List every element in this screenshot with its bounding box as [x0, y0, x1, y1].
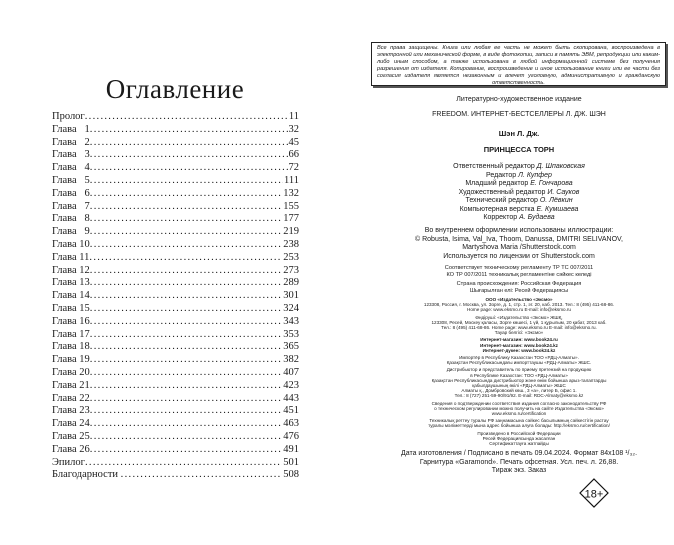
origin: [368, 281, 670, 295]
compliance-line: Соответствует техническому регламенту ТР ТС 007/2011: [444, 265, 594, 271]
fine-print-line: Сертификаттауға жатпайды: [489, 441, 549, 447]
staff-line: [368, 172, 670, 181]
toc-entry: [52, 111, 299, 124]
fine-print-line: 123308, Ресей, Мәскеу қаласы, Зорге көшесі, 1 үй, 1 құрылым, 20 қабат, 2013 каб.: [431, 319, 607, 325]
staff-name: А. Будаева: [519, 214, 555, 221]
staff-name: О. Лёвкин: [539, 197, 573, 204]
origin-line: Страна происхождения: Российская Федерация: [456, 281, 582, 287]
staff-role: Компьютерная верстка: [459, 205, 535, 213]
toc-leader-dots: [90, 124, 288, 137]
fine-print-line: Өндіруші: «Издательство «Эксмо» ЖШҚ,: [475, 314, 563, 320]
toc-leader-dots: [90, 137, 288, 150]
toc-leader-dots: [90, 303, 282, 316]
toc-entry: [52, 341, 299, 354]
toc-entry-page: 508: [283, 469, 299, 481]
fine-print-line: Дистрибьютор и представитель по приему претензий на продукцию: [446, 367, 592, 373]
toc-entry-label: Глава 21: [52, 379, 90, 391]
fine-print-line: 123308, Россия, г. Москва, ул. Зорге, д. 1, стр. 1, эт. 20, каб. 2013. Тел.: 8 (495) 411-68-86.: [423, 302, 615, 308]
toc-entry-page: 111: [284, 174, 299, 186]
fine-print-line: Home page: www.eksmo.ru E-mail: info@eksmo.ru: [467, 307, 571, 313]
toc-leader-dots: [90, 354, 282, 367]
toc-entry: [52, 277, 299, 290]
staff-name: Е. Кумшаева: [536, 205, 579, 213]
book-title: ПРИНЦЕССА ТОРН: [483, 145, 555, 154]
toc-leader-dots: [89, 252, 282, 265]
toc-entry: [52, 405, 299, 418]
toc-entry-page: 289: [283, 277, 299, 289]
staff-line: [368, 189, 670, 198]
toc-leader-dots: [90, 201, 282, 214]
toc-entry: [52, 149, 299, 162]
toc-leader-dots: [90, 265, 282, 278]
fine-print-line: Сведения о подтверждении соответствия издания согласно законодательству РФ: [431, 400, 607, 406]
toc-entry-label: Глава 23: [52, 405, 90, 417]
fine-print-line: Тауар белгісі: «Эксмо»: [494, 330, 544, 336]
toc-entry-page: 11: [288, 111, 299, 122]
staff-list: [368, 163, 670, 223]
toc-entry-page: 32: [288, 123, 299, 135]
toc-entry-page: 155: [283, 200, 299, 212]
age-rating-text: 18+: [584, 488, 604, 501]
toc-entry-label: Глава 26: [52, 443, 90, 455]
staff-role: Корректор: [483, 214, 518, 221]
toc-entry-label: Глава 22: [52, 392, 90, 404]
toc-entry: [52, 367, 299, 380]
fine-print-line: Қазақстан Республикасында дистрибьютор және өнім бойынша арыз-талаптарды: [431, 377, 607, 383]
toc-leader-dots: [90, 226, 282, 239]
fine-print-line: Интернет-магазин: www.book24.ru: [480, 337, 558, 343]
toc-leader-dots: [121, 469, 283, 482]
toc-leader-dots: [90, 431, 282, 444]
toc-entry-page: 463: [283, 418, 299, 430]
toc-leader-dots: [90, 341, 282, 354]
staff-name: Д. Шпаковская: [536, 163, 585, 170]
toc-leader-dots: [90, 149, 288, 162]
toc-entry: [52, 469, 299, 482]
toc-entry-page: 324: [283, 302, 299, 314]
toc-entry-page: 66: [288, 149, 299, 161]
toc-entry-label: Глава 25: [52, 430, 90, 442]
illustrations-line: Martyshova Maria /Shutterstock.com: [462, 244, 576, 251]
genre: Литературно-художественное издание: [456, 96, 582, 103]
fine-print-line: www.eksmo.ru/certification: [491, 411, 547, 417]
toc-leader-dots: [90, 239, 282, 252]
toc-leader-dots: [90, 188, 282, 201]
toc-entry: [52, 329, 299, 342]
toc-entry-label: Глава 1: [52, 123, 90, 135]
toc-entry-page: 273: [283, 264, 299, 276]
toc-entry-page: 501: [283, 456, 299, 468]
toc-entry-page: 177: [283, 213, 299, 225]
compliance: [368, 265, 670, 279]
toc-leader-dots: [90, 162, 288, 175]
toc-entry-label: Глава 18: [52, 341, 90, 353]
toc-entry-label: Глава 17: [52, 328, 90, 340]
staff-line: [368, 163, 670, 172]
table-of-contents: [52, 111, 299, 482]
toc-entry-label: Глава 15: [52, 302, 90, 314]
fine-print-line: ООО «Издательство «Эксмо»: [485, 297, 553, 302]
toc-entry: [52, 265, 299, 278]
toc-entry: [52, 226, 299, 239]
toc-entry-label: Глава 13: [52, 277, 90, 289]
toc-entry-page: 443: [283, 392, 299, 404]
toc-entry: [52, 316, 299, 329]
fine-print-line: Тел.: 8 (495) 411-68-86. Home page: www.eksmo.ru E-mail: info@eksmo.ru.: [441, 325, 597, 331]
fine-print-line: Техникалық реттеу туралы РФ заңнамасына сәйкес басылымның сәйкестігін растау: [429, 418, 609, 424]
toc-entry: [52, 380, 299, 393]
toc-entry-label: Глава 9: [52, 226, 90, 238]
toc-entry-page: 343: [283, 315, 299, 327]
toc-entry-page: 301: [283, 290, 299, 302]
toc-leader-dots: [90, 380, 282, 393]
toc-entry: [52, 252, 299, 265]
illustrations-line: Во внутреннем оформлении использованы иллюстрации:: [424, 227, 614, 234]
toc-entry-page: 238: [283, 238, 299, 250]
toc-leader-dots: [90, 290, 282, 303]
toc-entry-page: 407: [283, 366, 299, 378]
series: FREEDOM. ИНТЕРНЕТ-БЕСТСЕЛЛЕРЫ Л. ДЖ. ШЭН: [432, 111, 606, 118]
staff-role: Художественный редактор: [458, 188, 546, 196]
author: Шэн Л. Дж.: [498, 129, 540, 138]
print-info: [368, 450, 670, 476]
staff-name: Е. Гончарова: [530, 180, 573, 187]
toc-entry: [52, 201, 299, 214]
fine-print-line: Алматы қ., Домбровский көш., 3 «а», литер Б, офис 1.: [461, 388, 577, 394]
compliance-line: КО ТР 007/2011 техникалық регламентіне сәйкес келеді: [446, 272, 592, 278]
toc-entry-label: Глава 16: [52, 315, 90, 327]
toc-entry: [52, 431, 299, 444]
toc-entry-label: Благодарности: [52, 469, 121, 481]
toc-leader-dots: [90, 405, 282, 418]
illustrations-line: © Robusta, Isima, Val_Iva, Thoom, Danussa, DMITRI SELIVANOV,: [415, 235, 623, 243]
toc-entry: [52, 457, 299, 470]
staff-name: Л. Купфер: [518, 171, 552, 179]
staff-line: [368, 214, 670, 223]
toc-entry: [52, 418, 299, 431]
toc-leader-dots: [90, 175, 283, 188]
toc-entry: [52, 188, 299, 201]
print-info-line: Дата изготовления / Подписано в печать 09.04.2024. Формат 84x108 ¹/₃₂.: [400, 450, 638, 457]
toc-entry-label: Глава 20: [52, 366, 90, 378]
staff-role: Ответственный редактор: [453, 163, 535, 170]
toc-entry: [52, 290, 299, 303]
toc-entry-label: Глава 6: [52, 187, 90, 199]
toc-entry-page: 491: [283, 443, 299, 455]
toc-entry-page: 45: [288, 136, 299, 148]
toc-entry: [52, 137, 299, 150]
toc-leader-dots: [85, 457, 282, 470]
toc-entry-page: 72: [288, 162, 299, 174]
toc-entry-label: Глава 12: [52, 264, 90, 276]
staff-line: [368, 180, 670, 189]
fine-print-line: туралы мәліметтерді мына адрес бойынша алуға болады: http://eksmo.ru/certification/: [428, 423, 610, 429]
toc-entry-label: Глава 2: [52, 136, 90, 148]
toc-entry-page: 476: [283, 430, 299, 442]
toc-entry-page: 132: [283, 187, 299, 199]
toc-entry-page: 451: [283, 405, 299, 417]
staff-line: [368, 206, 670, 215]
toc-entry: [52, 239, 299, 252]
fine-print-line: Произведено в Российской Федерации: [477, 430, 561, 436]
toc-entry-page: 353: [283, 328, 299, 340]
toc-title: Оглавление: [105, 74, 245, 104]
toc-leader-dots: [90, 418, 282, 431]
toc-entry: [52, 213, 299, 226]
toc-entry-label: Пролог: [52, 111, 85, 122]
toc-entry: [52, 175, 299, 188]
staff-line: [368, 197, 670, 206]
toc-leader-dots: [90, 444, 282, 457]
toc-leader-dots: [90, 316, 282, 329]
fine-print-line: қабылдаушының өкілі «РДЦ-Алматы» ЖШС: [472, 383, 566, 389]
toc-entry-label: Глава 19: [52, 354, 90, 366]
fine-print-line: в Республике Казахстан: ТОО «РДЦ-Алматы»: [470, 372, 568, 378]
toc-leader-dots: [90, 329, 282, 342]
toc-entry-label: Глава 11: [52, 251, 90, 263]
illustrations-line: Используется по лицензии от Shutterstock.com: [443, 252, 595, 260]
illustrations-credits: [368, 227, 670, 261]
print-info-line: Тираж экз. Заказ: [491, 467, 547, 474]
toc-entry-label: Глава 10: [52, 238, 90, 250]
toc-entry: [52, 303, 299, 316]
toc-entry-page: 365: [283, 341, 299, 353]
fine-print-line: Интернет-магазин: www.book24.kz: [480, 342, 558, 348]
toc-entry-label: Глава 8: [52, 213, 90, 225]
fine-print-line: Қазақстан Республикасындағы импорттаушы «РДЦ-Алматы» ЖШС.: [446, 360, 592, 366]
fine-print-line: Тел.: 8 (727) 251-59-90/91/92. E-mail: RDC-Almaty@eksmo.kz: [454, 393, 584, 399]
publisher-fine-print: [368, 297, 670, 446]
fine-print-line: Интернет-дүкен: www.book24.kz: [482, 347, 556, 353]
toc-entry-label: Глава 24: [52, 418, 90, 430]
toc-entry: [52, 162, 299, 175]
toc-entry: [52, 354, 299, 367]
toc-entry-label: Глава 14: [52, 290, 90, 302]
staff-role: Редактор: [486, 171, 517, 179]
print-info-line: Гарнитура «Garamond». Печать офсетная. Усл. печ. л. 26,88.: [419, 458, 619, 466]
age-rating-badge: [579, 478, 609, 508]
toc-entry-label: Глава 3: [52, 149, 90, 161]
toc-leader-dots: [85, 111, 288, 124]
toc-leader-dots: [90, 213, 282, 226]
toc-entry: [52, 393, 299, 406]
rights-notice: Все права защищены. Книга или любая ее часть не может быть скопирована, воспроизведена в электронной или механической форме, в виде фотокопии, записи в память ЭВМ, репродукции или каким-либо иным способом, а также использована в любой информационной системе без получения разрешения от издателя. Копирование, воспроизведение и иное использование книги или ее части без согласия издателя является незаконным и влечет уголовную, административную и гражданскую ответственность.: [371, 42, 666, 86]
toc-leader-dots: [90, 393, 282, 406]
staff-role: Младший редактор: [465, 180, 529, 187]
toc-entry-label: Глава 4: [52, 162, 90, 174]
toc-leader-dots: [90, 277, 282, 290]
toc-entry-label: Глава 5: [52, 174, 90, 186]
origin-line: Шығарылған елі: Ресей Федерациясы: [469, 288, 569, 294]
fine-print-line: Импортёр в Республику Казахстан ТОО «РДЦ-Алматы».: [459, 355, 579, 361]
toc-entry-label: Глава 7: [52, 200, 90, 212]
staff-role: Технический редактор: [465, 197, 538, 204]
toc-entry-page: 382: [283, 354, 299, 366]
toc-entry-page: 423: [283, 379, 299, 391]
toc-leader-dots: [90, 367, 282, 380]
fine-print-line: Ресей Федерациясында жасалған: [482, 435, 556, 441]
staff-name: И. Сауков: [547, 188, 580, 196]
toc-entry: [52, 444, 299, 457]
toc-entry-label: Эпилог: [52, 456, 85, 468]
toc-entry-page: 253: [283, 251, 299, 263]
toc-entry-page: 219: [283, 226, 299, 238]
fine-print-line: о техническом регулировании можно получить на сайте Издательства «Эксмо»: [434, 405, 604, 411]
toc-entry: [52, 124, 299, 137]
